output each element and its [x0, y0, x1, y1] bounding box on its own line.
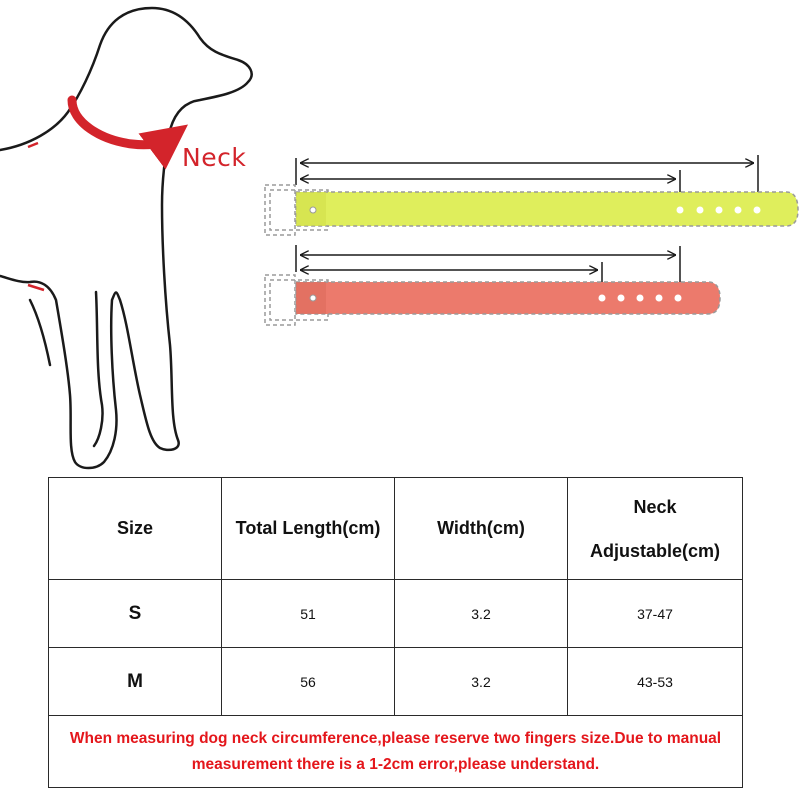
row-neck: 37-47 [568, 580, 743, 648]
leg-accent-icon [28, 285, 44, 290]
table-note-row [49, 716, 743, 788]
table-header-row [49, 478, 743, 580]
collar-diagram-icon [265, 155, 798, 325]
row-width: 3.2 [395, 648, 568, 716]
dog-outline-icon [0, 8, 252, 468]
row-neck: 43-53 [568, 648, 743, 716]
header-neck-line1: Neck [633, 496, 677, 517]
header-neck-adjustable [568, 478, 743, 580]
row-size: M [49, 648, 222, 716]
neck-label: Neck [182, 143, 247, 172]
row-width: 3.2 [395, 580, 568, 648]
measurement-note: When measuring dog neck circumference,please reserve two fingers size.Due to manual measurement there is a 1-2cm error,please understand. [49, 716, 743, 788]
row-size: S [49, 580, 222, 648]
table-row [49, 580, 743, 648]
row-total-length: 51 [222, 580, 395, 648]
neck-arrow-icon [72, 100, 170, 145]
size-table [48, 477, 743, 788]
chest-accent-icon [28, 143, 38, 147]
header-width: Width(cm) [395, 478, 568, 580]
header-neck-line2: Adjustable(cm) [589, 540, 721, 561]
header-size: Size [49, 478, 222, 580]
table-row [49, 648, 743, 716]
row-total-length: 56 [222, 648, 395, 716]
header-total-length: Total Length(cm) [222, 478, 395, 580]
